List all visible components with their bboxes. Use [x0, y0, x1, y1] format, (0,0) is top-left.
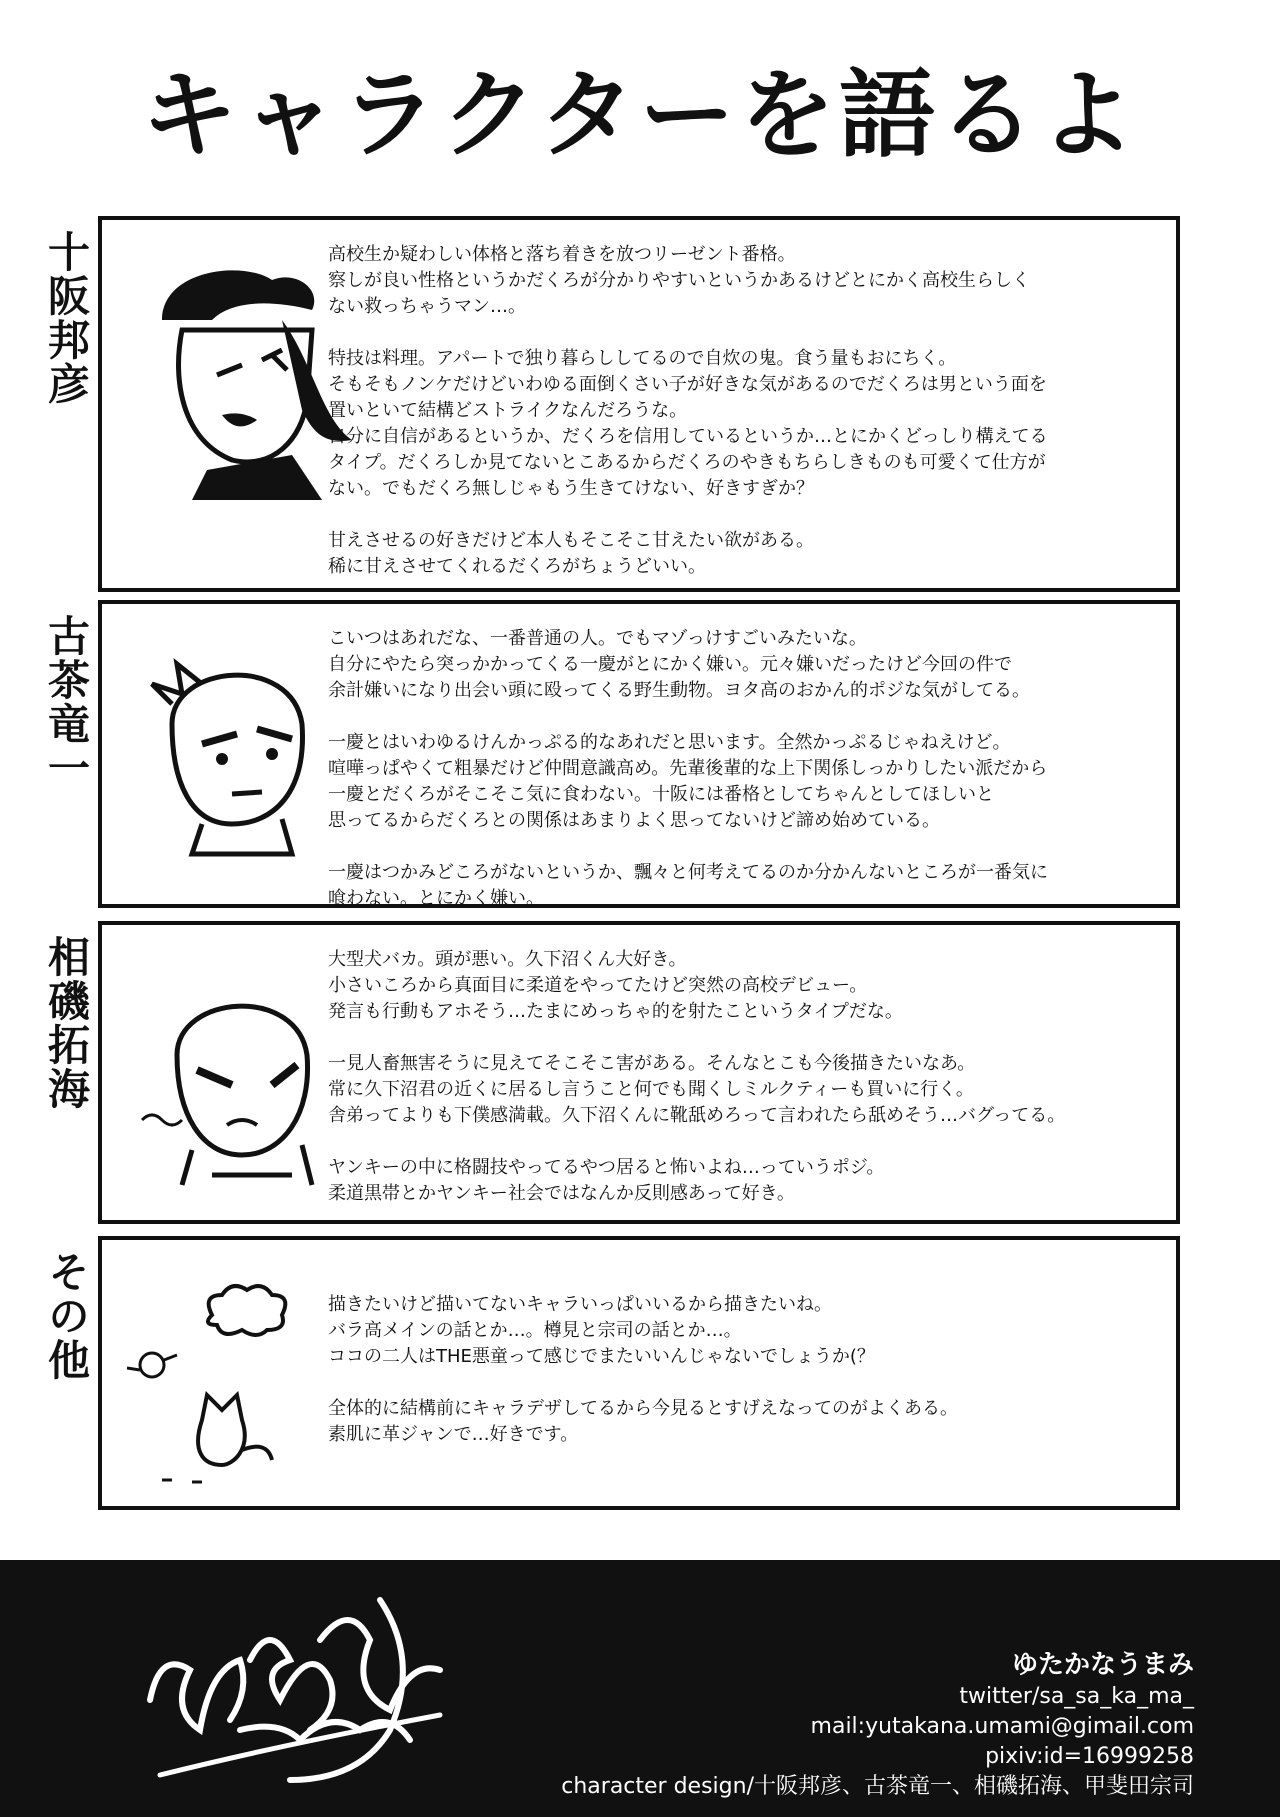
character-name: 十阪邦彦 — [42, 230, 91, 406]
mail-address: mail:yutakana.umami@gimail.com — [810, 1714, 1194, 1739]
description-paragraph: 一慶はつかみどころがないというか、飄々と何考えてるのか分かんないところが一番気に 喰わない。とにかく嫌い。 — [328, 862, 1048, 909]
author-info — [434, 1648, 1194, 1802]
description-paragraph: ヤンキーの中に格闘技やってるやつ居ると怖いよね…っていうポジ。 柔道黒帯とかヤンキー社会ではなんか反則感あって好き。 — [328, 1157, 885, 1204]
description-paragraph: 描きたいけど描いてないキャラいっぱいいるから描きたいね。 バラ高メインの話とか…。樽見と宗司の話とか…。 ココの二人はTHE悪童って感じでまたいいんじゃないでしょうか(？ — [328, 1294, 875, 1367]
footer — [0, 1560, 1280, 1817]
character-description — [328, 242, 1168, 580]
character-section-kocha — [0, 600, 1280, 908]
twitter-handle: twitter/sa_sa_ka_ma_ — [959, 1684, 1194, 1709]
character-section-others — [0, 1236, 1280, 1510]
description-paragraph: 甘えさせるの好きだけど本人もそこそこ甘えたい欲がある。 稀に甘えさせてくれるだくろがちょうどいい。 — [328, 530, 814, 577]
character-name: 相磯拓海 — [42, 935, 91, 1111]
character-section-tosaka — [0, 216, 1280, 592]
character-box — [98, 600, 1180, 908]
description-paragraph: 全体的に結構前にキャラデザしてるから今見るとすげえなってのがよくある。 素肌に革ジャンで…好きです。 — [328, 1398, 958, 1445]
character-box — [98, 216, 1180, 592]
character-box — [98, 1236, 1180, 1510]
author-name: ゆたかなうまみ — [1011, 1650, 1194, 1680]
character-name: その他 — [42, 1250, 91, 1382]
character-description — [328, 626, 1168, 912]
description-paragraph: 一慶とはいわゆるけんかっぷる的なあれだと思います。全然かっぷるじゃねえけど。 喧嘩っぱやくて粗暴だけど仲間意識高め。先輩後輩的な上下関係しっかりしたい派だから 一慶とだくろがそこそこ気に食わない。十阪には番格としてちゃんとしてほしいと 思ってるからだくろとの関係はあまりよく思ってないけど諦め始めている。 — [328, 732, 1048, 831]
character-box — [98, 921, 1180, 1224]
character-section-aiso — [0, 921, 1280, 1224]
character-description — [328, 1292, 1168, 1448]
description-paragraph: 一見人畜無害そうに見えてそこそこ害がある。そんなとこも今後描きたいなあ。 常に久下沼君の近くに居るし言うこと何でも聞くしミルクティーも買いに行く。 舎弟ってよりも下僕感満載。久下沼くんに靴舐めろって言われたら舐めそう…バグってる。 — [328, 1053, 1066, 1126]
signature-logo — [130, 1580, 460, 1795]
pixiv-id: pixiv:id=16999258 — [985, 1744, 1194, 1769]
description-paragraph: こいつはあれだな、一番普通の人。でもマゾっけすごいみたいな。 自分にやたら突っかかってくる一慶がとにかく嫌い。元々嫌いだったけど今回の件で 余計嫌いになり出会い頭に殴ってくる野生動物。ヨタ高のおかん的ポジな気がしてる。 — [328, 628, 1030, 701]
character-design-credit: character design/十阪邦彦、古茶竜一、相磯拓海、甲斐田宗司 — [561, 1774, 1194, 1799]
character-description — [328, 947, 1168, 1207]
page-title: キャラクターを語るよ — [140, 59, 1140, 171]
character-name: 古茶竜一 — [42, 614, 91, 790]
description-paragraph: 大型犬バカ。頭が悪い。久下沼くん大好き。 小さいころから真面目に柔道をやってたけど突然の高校デビュー。 発言も行動もアホそう…たまにめっちゃ的を射たこというタイプだな。 — [328, 949, 903, 1022]
description-paragraph: 特技は料理。アパートで独り暮らししてるので自炊の鬼。食う量もおにちく。 そもそもノンケだけどいわゆる面倒くさい子が好きな気があるのでだくろは男という面を 置いといて結構どストライクなんだろうな。 自分に自信があるというか、だくろを信用しているというか…とにかくどっしり構えてる タイプ。だくろしか見てないとこあるからだくろのやきもちらしきものも可愛くて仕方が ない。でもだくろ無しじゃもう生きてけない、好きすぎか？ — [328, 348, 1048, 499]
description-paragraph: 高校生か疑わしい体格と落ち着きを放つリーゼント番格。 察しが良い性格というかだくろが分かりやすいというかあるけどとにかく高校生らしく ない救っちゃうマン…。 — [328, 244, 1030, 317]
